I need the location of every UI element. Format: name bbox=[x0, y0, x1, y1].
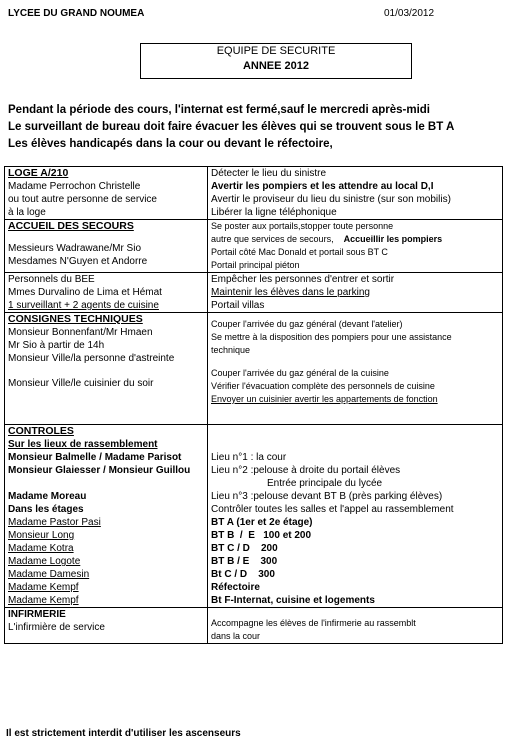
school-name: LYCEE DU GRAND NOUMEA bbox=[8, 8, 145, 19]
loge-person-alt: ou tout autre personne de service bbox=[8, 194, 157, 205]
consignes-task: technique bbox=[211, 345, 251, 355]
consignes-heading: CONSIGNES TECHNIQUES bbox=[8, 313, 143, 325]
controles-lieu: Lieu n°3 :pelouse devant BT B (près parking élèves) bbox=[211, 491, 443, 502]
controles-heading: CONTROLES bbox=[8, 425, 74, 437]
controles-person: Monsieur Balmelle / Madame Parisot bbox=[8, 452, 182, 463]
consignes-person: Monsieur Ville/le cuisinier du soir bbox=[8, 378, 154, 389]
controles-bt: BT C / D 200 bbox=[211, 543, 278, 554]
controles-bt: Bt C / D 300 bbox=[211, 569, 275, 580]
controles-lieu: Lieu n°2 :pelouse à droite du portail élèves bbox=[211, 465, 401, 476]
infirmerie-row bbox=[5, 608, 503, 644]
loge-task: Avertir le proviseur du lieu du sinistre (sur son mobilis) bbox=[211, 194, 451, 205]
footer-note: Il est strictement interdit d'utiliser les ascenseurs bbox=[6, 728, 241, 739]
infirmerie-heading: INFIRMERIE bbox=[8, 609, 66, 620]
controles-name: Madame Kempf bbox=[8, 582, 79, 593]
consignes-task: Se mettre à la disposition des pompiers pour une assistance bbox=[211, 332, 452, 342]
loge-heading: LOGE A/210 bbox=[8, 167, 69, 179]
controles-etages: Dans les étages bbox=[8, 504, 84, 515]
controles-name: Madame Damesin bbox=[8, 569, 90, 580]
consignes-task: Envoyer un cuisinier avertir les appartements de fonction bbox=[211, 394, 438, 404]
controles-bt: BT B / E 300 bbox=[211, 556, 278, 567]
intro-line1: Pendant la période des cours, l'internat est fermé,sauf le mercredi après-midi bbox=[8, 104, 430, 116]
accueil-task: Portail principal piéton bbox=[211, 260, 300, 270]
accueil-person: Mesdames N'Guyen et Andorre bbox=[8, 256, 148, 267]
bee-row bbox=[5, 273, 503, 313]
controles-bt: Bt F-Internat, cuisine et logements bbox=[211, 595, 375, 606]
bee-task: Portail villas bbox=[211, 300, 265, 311]
controles-name: Madame Kotra bbox=[8, 543, 74, 554]
controles-lieu: Entrée principale du lycée bbox=[267, 478, 383, 489]
bee-task: Empêcher les personnes d'entrer et sortir bbox=[211, 274, 395, 285]
accueil-task: Se poster aux portails,stopper toute personne bbox=[211, 221, 394, 231]
controles-name: Madame Logote bbox=[8, 556, 81, 567]
controles-subheading: Sur les lieux de rassemblement bbox=[8, 439, 158, 450]
controles-name: Monsieur Long bbox=[8, 530, 75, 541]
consignes-person: Monsieur Ville/la personne d'astreinte bbox=[8, 353, 175, 364]
title-line1: EQUIPE DE SECURITE bbox=[216, 45, 336, 57]
controles-row bbox=[5, 425, 503, 608]
bee-task: Maintenir les élèves dans le parking bbox=[211, 287, 370, 298]
controles-name: Madame Kempf bbox=[8, 595, 79, 606]
title-line2: ANNEE 2012 bbox=[242, 60, 310, 72]
intro-line2: Le surveillant de bureau doit faire évacuer les élèves qui se trouvent sous le BT A bbox=[8, 121, 455, 133]
accueil-row bbox=[5, 220, 503, 273]
controles-bt: BT A (1er et 2e étage) bbox=[211, 517, 313, 528]
controles-bt: Réfectoire bbox=[211, 582, 260, 593]
controles-name: Madame Pastor Pasi bbox=[8, 517, 101, 528]
consignes-task: Couper l'arrivée du gaz général de la cuisine bbox=[211, 368, 389, 378]
loge-task: Détecter le lieu du sinistre bbox=[211, 168, 327, 179]
consignes-task: Couper l'arrivée du gaz général (devant l'atelier) bbox=[211, 319, 403, 329]
consignes-person: Mr Sio à partir de 14h bbox=[8, 340, 105, 351]
consignes-person: Monsieur Bonnenfant/Mr Hmaen bbox=[8, 327, 153, 338]
infirmerie-person: L'infirmière de service bbox=[8, 622, 105, 633]
controles-lieu: Lieu n°1 : la cour bbox=[211, 452, 287, 463]
accueil-task: autre que services de secours, Accueillir les pompiers bbox=[211, 234, 443, 244]
bee-person: Mmes Durvalino de Lima et Hémat bbox=[8, 287, 162, 298]
bee-person: Personnels du BEE bbox=[8, 274, 95, 285]
consignes-task: Vérifier l'évacuation complète des personnels de cuisine bbox=[211, 381, 435, 391]
controles-bt: BT B / E 100 et 200 bbox=[211, 530, 312, 541]
intro-line3: Les élèves handicapés dans la cour ou devant le réfectoire, bbox=[8, 138, 333, 150]
controles-etages-task: Contrôler toutes les salles et l'appel au rassemblement bbox=[211, 504, 454, 515]
bee-person: 1 surveillant + 2 agents de cuisine bbox=[8, 300, 159, 311]
loge-row bbox=[5, 167, 503, 220]
loge-task: Avertir les pompiers et les attendre au local D,I bbox=[211, 181, 434, 192]
infirmerie-task: dans la cour bbox=[211, 631, 261, 641]
loge-person: Madame Perrochon Christelle bbox=[8, 181, 141, 192]
accueil-person: Messieurs Wadrawane/Mr Sio bbox=[8, 243, 142, 254]
safety-table bbox=[4, 166, 503, 644]
consignes-row bbox=[5, 313, 503, 425]
controles-person: Monsieur Glaiesser / Monsieur Guillou bbox=[8, 465, 191, 476]
controles-person: Madame Moreau bbox=[8, 491, 87, 502]
accueil-heading: ACCUEIL DES SECOURS bbox=[8, 220, 134, 232]
infirmerie-task: Accompagne les élèves de l'infirmerie au rassemblt bbox=[211, 618, 416, 628]
accueil-task: Portail côté Mac Donald et portail sous BT C bbox=[211, 247, 388, 257]
document-date: 01/03/2012 bbox=[384, 8, 435, 19]
loge-location: à la loge bbox=[8, 207, 46, 218]
title-box bbox=[140, 43, 412, 79]
loge-task: Libérer la ligne téléphonique bbox=[211, 207, 337, 218]
